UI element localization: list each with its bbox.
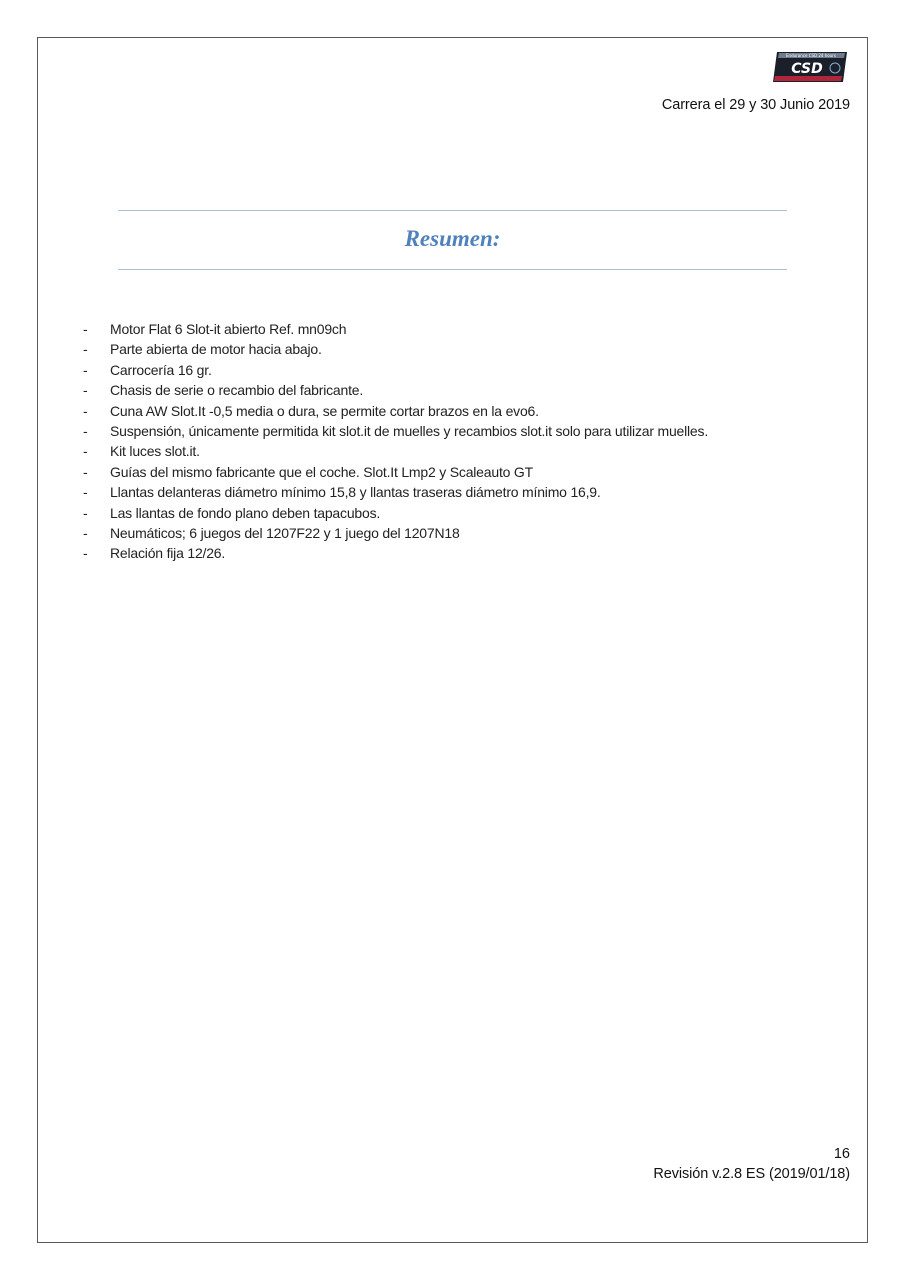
- page-border: [37, 37, 868, 1243]
- list-item-text: Las llantas de fondo plano deben tapacubos.: [110, 504, 381, 521]
- bullet-dash: -: [83, 422, 88, 439]
- page-number: 16: [833, 1146, 850, 1162]
- bullet-dash: -: [83, 341, 88, 358]
- title-rule-bottom: [118, 269, 787, 270]
- bullet-dash: -: [83, 321, 88, 337]
- list-item-text: Neumáticos; 6 juegos del 1207F22 y 1 juego del 1207N18: [110, 524, 460, 541]
- list-item-text: Suspensión, únicamente permitida kit slot.it de muelles y recambios slot.it solo para utilizar muelles.: [110, 422, 709, 439]
- title-rule-top: [118, 210, 787, 211]
- list-item-text: Cuna AW Slot.It -0,5 media o dura, se permite cortar brazos en la evo6.: [110, 402, 539, 419]
- bullet-dash: -: [83, 443, 88, 460]
- list-item-text: Relación fija 12/26.: [110, 545, 226, 562]
- bullet-dash: -: [83, 361, 88, 378]
- bullet-dash: -: [83, 402, 88, 419]
- event-date: Carrera el 29 y 30 Junio 2019: [661, 97, 850, 113]
- list-item-text: Kit luces slot.it.: [110, 443, 200, 460]
- bullet-dash: -: [83, 382, 88, 399]
- list-item-text: Motor Flat 6 Slot-it abierto Ref. mn09ch: [110, 321, 347, 337]
- revision-label: Revisión v.2.8 ES (2019/01/18): [653, 1166, 850, 1182]
- bullet-dash: -: [83, 484, 88, 501]
- bullet-dash: -: [83, 463, 88, 480]
- svg-text:CSD: CSD: [791, 61, 823, 77]
- list-item-text: Llantas delanteras diámetro mínimo 15,8 y llantas traseras diámetro mínimo 16,9.: [110, 484, 601, 501]
- bullet-dash: -: [83, 524, 88, 541]
- list-item-text: Parte abierta de motor hacia abajo.: [110, 341, 322, 358]
- list-item-text: Guías del mismo fabricante que el coche. Slot.It Lmp2 y Scaleauto GT: [110, 463, 533, 480]
- section-title: Resumen:: [404, 226, 501, 251]
- csd-logo-icon: [771, 50, 849, 84]
- bullet-dash: -: [83, 545, 88, 562]
- list-item-text: Carrocería 16 gr.: [110, 361, 212, 378]
- bullet-dash: -: [83, 504, 88, 521]
- list-item-text: Chasis de serie o recambio del fabricante.: [110, 382, 364, 399]
- svg-text:Endurance CSD 24 hours: Endurance CSD 24 hours: [786, 53, 836, 58]
